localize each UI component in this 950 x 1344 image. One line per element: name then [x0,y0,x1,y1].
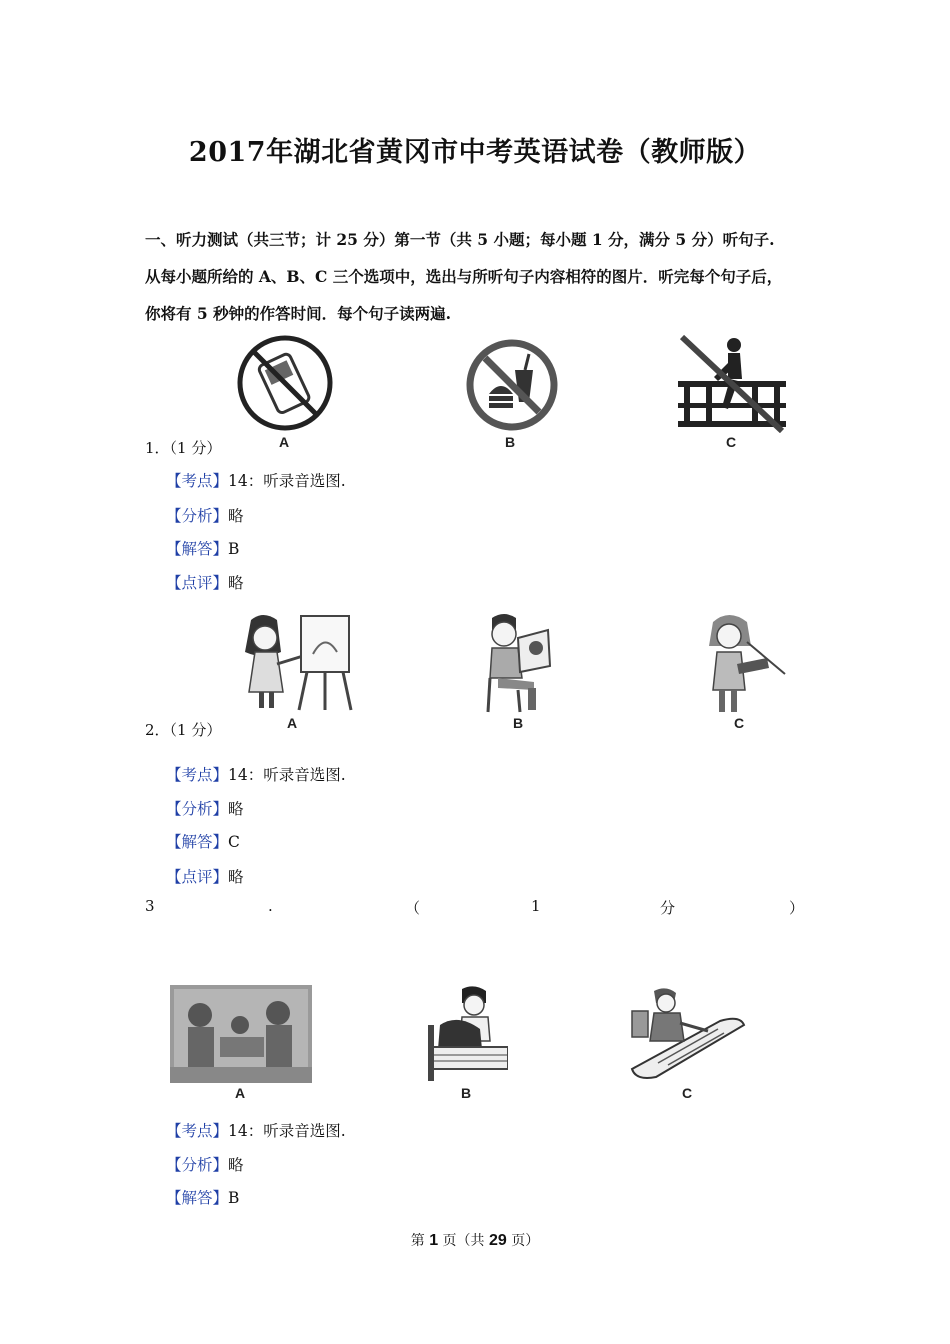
boy-making-bed-image [428,985,508,1083]
q1-fenxi-text: 略 [228,507,244,525]
footer-suffix: 页） [506,1233,540,1249]
q3-number-part: 1 [531,897,541,915]
jieda-label: 【解答】 [166,1189,229,1207]
footer-total-pages: 29 [489,1232,507,1249]
q2-dianping-text: 略 [228,868,244,886]
footer-middle: 页（共 [438,1233,489,1249]
jieda-label: 【解答】 [166,540,229,558]
footer-prefix: 第 [410,1233,430,1249]
q2-fenxi [166,797,244,819]
q2-jieda-text: C [228,833,240,851]
q1-kaodian [166,469,346,491]
q3-number-part: 分 [660,899,676,917]
no-food-drink-sign-image [465,338,559,432]
fenxi-label: 【分析】 [166,800,229,818]
girl-painting-image [233,612,353,712]
q1-kaodian-text: 14：听录音选图. [228,472,346,490]
q3-jieda [166,1186,239,1208]
kaodian-label: 【考点】 [166,766,229,784]
q2-kaodian-text: 14：听录音选图. [228,766,346,784]
q2-option-b-caption: B [513,715,524,731]
q3-number-part: ） [789,899,805,917]
family-scene-image [170,985,312,1083]
boy-reading-image [478,612,556,714]
q3-fenxi [166,1153,244,1175]
dianping-label: 【点评】 [166,868,229,886]
q2-fenxi-text: 略 [228,800,244,818]
q1-dianping-text: 略 [228,574,244,592]
girl-violin-image [697,612,787,716]
question-1-number: 1．（1 分） [145,439,222,457]
intro-line-1: 一、听力测试（共三节；计 25 分）第一节（共 5 小题；每小题 1 分，满分 5 分）听句子. [145,230,775,249]
no-climbing-sign-image [678,333,786,433]
no-phone-sign-image [235,333,335,433]
q3-option-c-caption: C [682,1085,693,1101]
q1-fenxi [166,504,244,526]
q1-jieda [166,537,239,559]
q3-number-part: 3 [145,897,155,915]
fenxi-label: 【分析】 [166,507,229,525]
dianping-label: 【点评】 [166,574,229,592]
q3-fenxi-text: 略 [228,1156,244,1174]
q3-kaodian [166,1119,346,1141]
intro-line-2: 从每小题所给的 A、B、C 三个选项中，选出与所听句子内容相符的图片．听完每个句子后， [145,267,783,286]
question-2-number: 2．（1 分） [145,721,222,739]
q1-jieda-text: B [228,540,240,558]
q3-number-part: （ [405,899,421,917]
q2-option-a-caption: A [287,715,298,731]
q1-option-b-caption: B [505,434,516,450]
footer-page-number: 1 [429,1232,439,1249]
q2-kaodian [166,763,346,785]
q3-kaodian-text: 14：听录音选图. [228,1122,346,1140]
q3-jieda-text: B [228,1189,240,1207]
page-title: 2017年湖北省黄冈市中考英语试卷（教师版） [188,137,762,168]
page-footer [0,1230,950,1250]
kaodian-label: 【考点】 [166,472,229,490]
q2-jieda [166,830,240,852]
q1-dianping [166,571,244,593]
boy-cleaning-image [628,985,746,1081]
intro-line-3: 你将有 5 秒钟的作答时间．每个句子读两遍. [145,304,451,323]
q1-option-c-caption: C [726,434,737,450]
q3-number-part: . [268,897,273,915]
q1-option-a-caption: A [279,434,290,450]
fenxi-label: 【分析】 [166,1156,229,1174]
question-3-number [0,897,950,919]
q2-option-c-caption: C [734,715,745,731]
q3-option-a-caption: A [235,1085,246,1101]
kaodian-label: 【考点】 [166,1122,229,1140]
q2-dianping [166,865,244,887]
q3-option-b-caption: B [461,1085,472,1101]
jieda-label: 【解答】 [166,833,229,851]
